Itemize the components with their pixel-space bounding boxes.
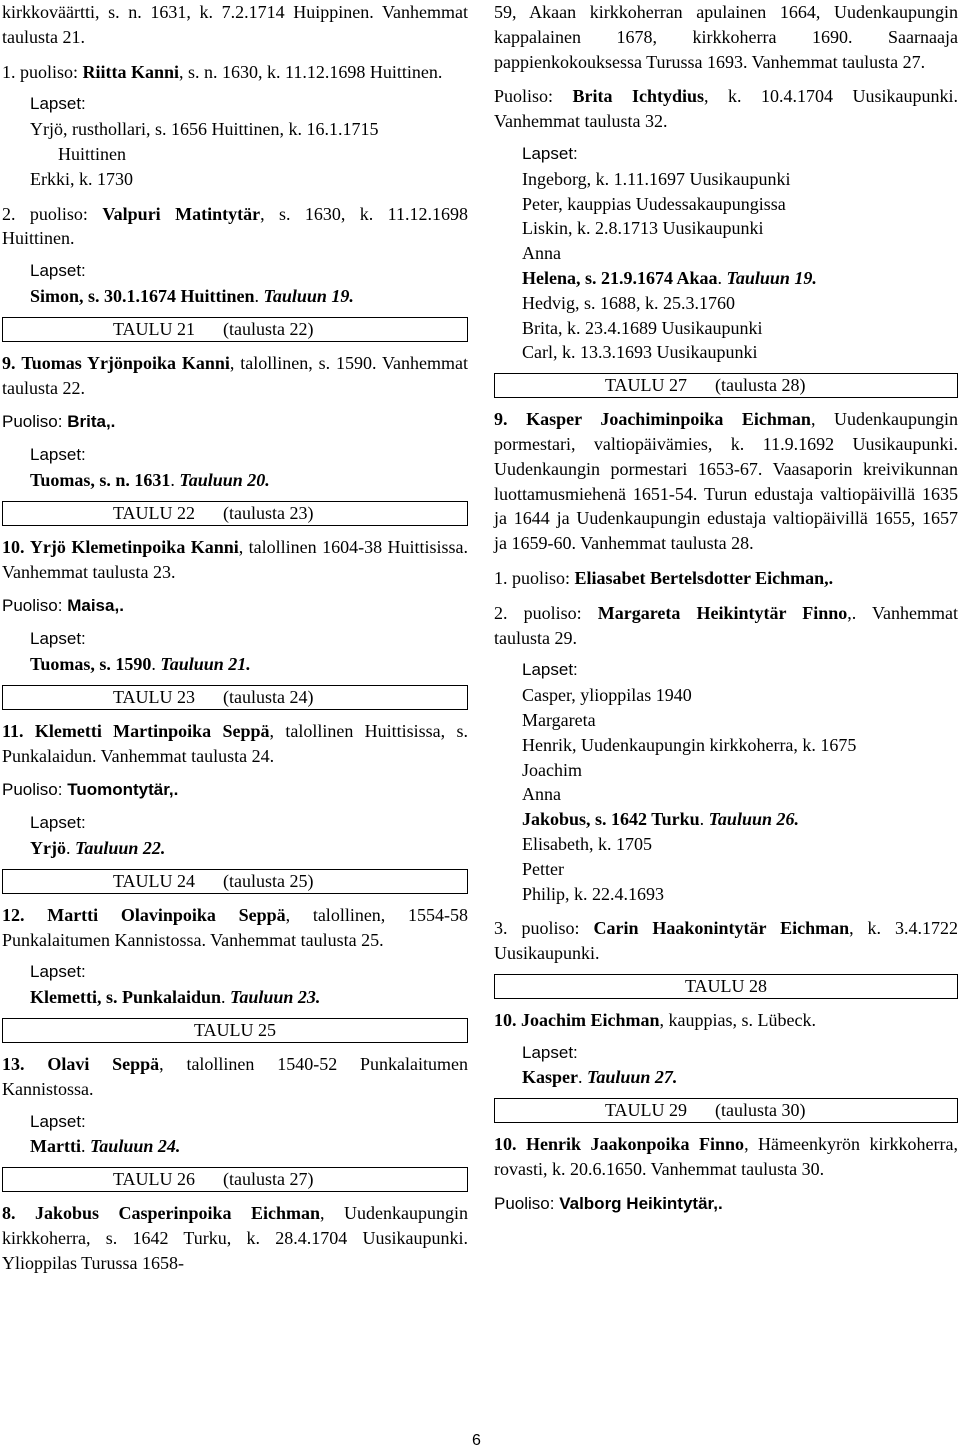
- spouse-3: 3. puoliso: Carin Haakonintytär Eichman, k. 3.4.1722 Uusikaupunki.: [494, 918, 959, 964]
- child: Kasper. Tauluun 27.: [522, 1067, 678, 1088]
- spouse-2: 2. puoliso: Margareta Heikintytär Finno,. Vanhemmat taulusta 29.: [494, 602, 959, 648]
- left-column: [2, 0, 468, 1275]
- list-item: Joachim: [522, 759, 582, 780]
- spouse: Puoliso: Brita,.: [2, 412, 116, 432]
- person-9: 9. Tuomas Yrjönpoika Kanni, talollinen, s. 1590. Vanhemmat taulusta 22.: [2, 352, 468, 398]
- person-12: 12. Martti Olavinpoika Seppä, talollinen, 1554-58 Punkalaitumen Kannistossa. Vanhemmat taulusta 25.: [2, 904, 468, 950]
- table-heading-24: TAULU 24 (taulusta 25): [2, 869, 468, 894]
- child-simon: Simon, s. 30.1.1674 Huittinen. Tauluun 19.: [30, 285, 354, 306]
- child: Klemetti, s. Punkalaidun. Tauluun 23.: [30, 987, 321, 1008]
- table-heading-26: TAULU 26 (taulusta 27): [2, 1167, 468, 1192]
- list-item: Henrik, Uudenkaupungin kirkkoherra, k. 1675: [522, 734, 857, 755]
- person-11: 11. Klemetti Martinpoika Seppä, talollinen Huittisissa, s. Punkalaidun. Vanhemmat taulusta 24.: [2, 720, 469, 766]
- spouse: Puoliso: Maisa,.: [2, 596, 124, 616]
- table-heading-28: TAULU 28: [494, 974, 958, 999]
- list-item: Anna: [522, 784, 561, 805]
- list-item: Brita, k. 23.4.1689 Uusikaupunki: [522, 317, 763, 338]
- spouse: Puoliso: Tuomontytär,.: [2, 780, 179, 800]
- person-9: 9. Kasper Joachiminpoika Eichman, Uudenkaupungin pormestari, valtiopäivämies, k. 11.9.1692 Uusikaupunki. Uudenkaungin pormestari 1653-67. Vaasaporin kreivikunnan luottamusmiehenä 1651-54. Turun edustaja valtiopäivillä 1635 ja 1644 ja Uudenkaupungin edustaja valtiopäivillä 1655, 1657 ja 1659-60. Vanhemmat taulusta 28.: [494, 409, 958, 554]
- child-list: [522, 683, 958, 906]
- table-heading-21: TAULU 21 (taulusta 22): [2, 317, 468, 342]
- children-label: Lapset:: [30, 94, 86, 114]
- spouse-1: 1. puoliso: Riitta Kanni, s. n. 1630, k. 11.12.1698 Huittinen.: [2, 61, 443, 82]
- children-label: Lapset:: [30, 1111, 86, 1131]
- list-item: Margareta: [522, 709, 596, 730]
- list-item: Peter, kauppias Uudessakaupungissa: [522, 193, 786, 214]
- right-column: [494, 0, 958, 1217]
- list-item: Liskin, k. 2.8.1713 Uusikaupunki: [522, 218, 764, 239]
- person-henrik: 10. Henrik Jaakonpoika Finno, Hämeenkyrön kirkkoherra, rovasti, k. 20.6.1650. Vanhemmat taulusta 30.: [494, 1134, 958, 1180]
- spouse: Puoliso: Valborg Heikintytär,.: [494, 1193, 723, 1213]
- spouse: Puoliso: Brita Ichtydius, k. 10.4.1704 Uusikaupunki. Vanhemmat taulusta 32.: [494, 86, 959, 132]
- child: Tuomas, s. 1590. Tauluun 21.: [30, 653, 251, 674]
- table-heading-22: TAULU 22 (taulusta 23): [2, 501, 468, 526]
- list-item: Philip, k. 22.4.1693: [522, 883, 665, 904]
- spouse-2: 2. puoliso: Valpuri Matintytär, s. 1630, k. 11.12.1698 Huittinen.: [2, 203, 468, 249]
- child-yrjo-cont: Huittinen: [58, 143, 126, 164]
- child-yrjo: Yrjö, rusthollari, s. 1656 Huittinen, k. 16.1.1715: [30, 119, 379, 140]
- intro-text: kirkkoväärtti, s. n. 1631, k. 7.2.1714 Huippinen. Vanhemmat taulusta 21.: [2, 2, 468, 47]
- child-list: [522, 167, 958, 365]
- child: Yrjö. Tauluun 22.: [30, 837, 166, 858]
- list-item: Casper, ylioppilas 1940: [522, 685, 692, 706]
- person-8: 8. Jakobus Casperinpoika Eichman, Uudenkaupungin kirkkoherra, s. 1642 Turku, k. 28.4.1704 Uusikaupunki. Ylioppilas Turussa 1658-: [2, 1203, 468, 1273]
- person-10: 10. Joachim Eichman, kauppias, s. Lübeck.: [494, 1009, 816, 1030]
- person-10: 10. Yrjö Klemetinpoika Kanni, talollinen 1604-38 Huittisissa. Vanhemmat taulusta 23.: [2, 536, 468, 582]
- list-item: Anna: [522, 243, 561, 264]
- children-label: Lapset:: [30, 813, 86, 833]
- list-item: Hedvig, s. 1688, k. 25.3.1760: [522, 292, 735, 313]
- person-13: 13. Olavi Seppä, talollinen 1540-52 Punkalaitumen Kannistossa.: [2, 1053, 469, 1099]
- list-item: Ingeborg, k. 1.11.1697 Uusikaupunki: [522, 168, 791, 189]
- list-item: Helena, s. 21.9.1674 Akaa. Tauluun 19.: [522, 267, 817, 288]
- children-label: Lapset:: [30, 445, 86, 465]
- list-item: Petter: [522, 858, 564, 879]
- list-item: Carl, k. 13.3.1693 Uusikaupunki: [522, 342, 758, 363]
- list-item: Elisabeth, k. 1705: [522, 833, 652, 854]
- children-label: Lapset:: [522, 143, 578, 163]
- child: Martti. Tauluun 24.: [30, 1136, 181, 1157]
- children-label: Lapset:: [522, 660, 578, 680]
- table-heading-29: TAULU 29 (taulusta 30): [494, 1098, 958, 1123]
- table-heading-23: TAULU 23 (taulusta 24): [2, 685, 468, 710]
- children-label: Lapset:: [522, 1042, 578, 1062]
- children-label: Lapset:: [30, 261, 86, 281]
- list-item: Jakobus, s. 1642 Turku. Tauluun 26.: [522, 809, 799, 830]
- child: Tuomas, s. n. 1631. Tauluun 20.: [30, 469, 270, 490]
- table-heading-25: TAULU 25: [2, 1018, 468, 1043]
- child-erkki: Erkki, k. 1730: [30, 168, 133, 189]
- page-number: 6: [472, 1432, 481, 1449]
- children-label: Lapset:: [30, 629, 86, 649]
- spouse-1: 1. puoliso: Eliasabet Bertelsdotter Eichman,.: [494, 567, 834, 588]
- continued-text: 59, Akaan kirkkoherran apulainen 1664, Uudenkaupungin kappalainen 1678, kirkkoherra 1690. Saarnaaja pappienkokouksessa Turussa 1693. Vanhemmat taulusta 27.: [494, 2, 958, 72]
- children-label: Lapset:: [30, 962, 86, 982]
- table-heading-27: TAULU 27 (taulusta 28): [494, 373, 958, 398]
